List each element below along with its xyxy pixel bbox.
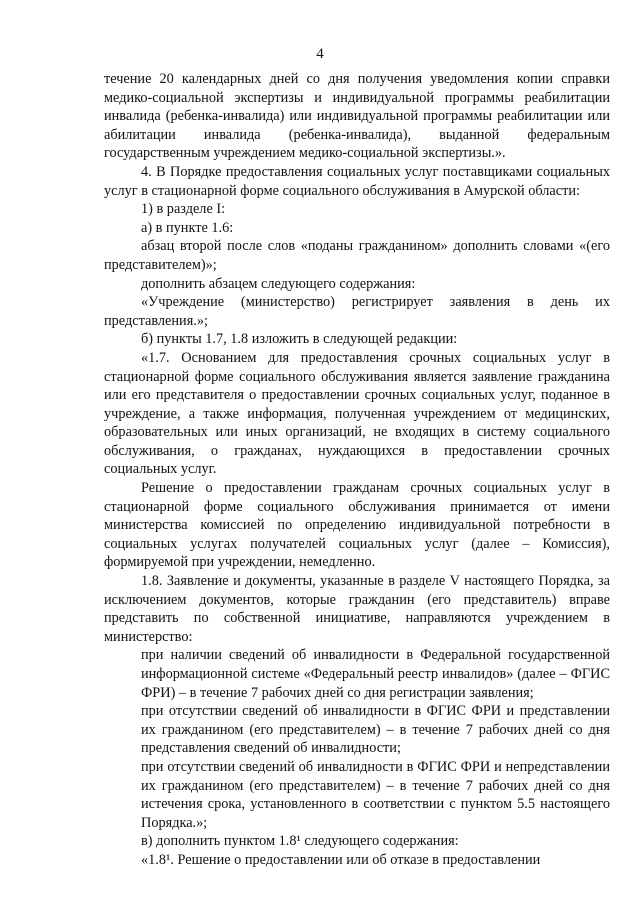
paragraph-section-1: 1) в разделе I:: [141, 201, 226, 218]
paragraph-add-abzac: дополнить абзацем следующего содержания:: [141, 275, 416, 292]
paragraph-clause-1-7: «1.7. Основанием для предоставления срочных социальных услуг в стационарной форме социального обслуживания является заявление гражданина или его представителя о предоставлении срочных социальных услуг, поданное в учреждение, а также информация, полученная учреждением от медицинских, образовательных или иных организаций, не входящих в систему социального обслуживания, о гражданах, нуждающихся в предоставлении срочных социальных услуг.: [104, 349, 610, 478]
paragraph-case-absence-not-submitted: при отсутствии сведений об инвалидности в ФГИС ФРИ и непредставлении их гражданином (его представителем) – в течение 7 рабочих дней со дня истечения срока, установленного в соответствии с пунктом 5.5 настоящего Порядка.»;: [141, 758, 610, 831]
paragraph-subitem-a: а) в пункте 1.6:: [141, 219, 234, 236]
paragraph-case-presence: при наличии сведений об инвалидности в Федеральной государственной информационной системе «Федеральный реестр инвалидов» (далее – ФГИС ФРИ) – в течение 7 рабочих дней со дня регистрации заявления;: [141, 647, 610, 701]
paragraph-amend-abzac: абзац второй после слов «поданы гражданином» дополнить словами «(его представителем)»;: [104, 238, 610, 273]
paragraph-quote-registration: «Учреждение (министерство) регистрирует заявления в день их представления.»;: [104, 294, 610, 329]
paragraph-decision: Решение о предоставлении гражданам срочных социальных услуг в стационарной форме социального обслуживания принимается от имени министерства комиссией по определению индивидуальной потребности в социальных услугах получателей социальных услуг (далее – Комиссия), формируемой при учреждении, немедленно.: [104, 480, 610, 571]
paragraph-case-absence-submitted: при отсутствии сведений об инвалидности в ФГИС ФРИ и представлении их гражданином (его представителем) – в течение 7 рабочих дней со дня представления сведений об инвалидности;: [141, 703, 610, 757]
paragraph-clause-1-8-1: «1.8¹. Решение о предоставлении или об отказе в предоставлении: [141, 851, 541, 868]
paragraph-item-4: 4. В Порядке предоставления социальных услуг поставщиками социальных услуг в стационарной форме социального обслуживания в Амурской области:: [104, 163, 610, 199]
paragraph-continuation: течение 20 календарных дней со дня получения уведомления копии справки медико-социальной экспертизы и индивидуальной программы реабилитации инвалида (ребенка-инвалида) или индивидуальной программы реабилитации или абилитации инвалида (ребенка-инвалида), выданной федеральным государственным учреждением медико-социальной экспертизы.».: [104, 71, 610, 162]
page-number: 4: [316, 46, 324, 62]
document-body: [104, 70, 610, 870]
paragraph-subitem-v: в) дополнить пунктом 1.8¹ следующего содержания:: [141, 833, 459, 850]
paragraph-clause-1-8: 1.8. Заявление и документы, указанные в разделе V настоящего Порядка, за исключением документов, которые гражданин (его представитель) вправе представить по собственной инициативе, направляются учреждением в министерство:: [104, 573, 610, 645]
paragraph-subitem-b: б) пункты 1.7, 1.8 изложить в следующей редакции:: [141, 331, 458, 348]
